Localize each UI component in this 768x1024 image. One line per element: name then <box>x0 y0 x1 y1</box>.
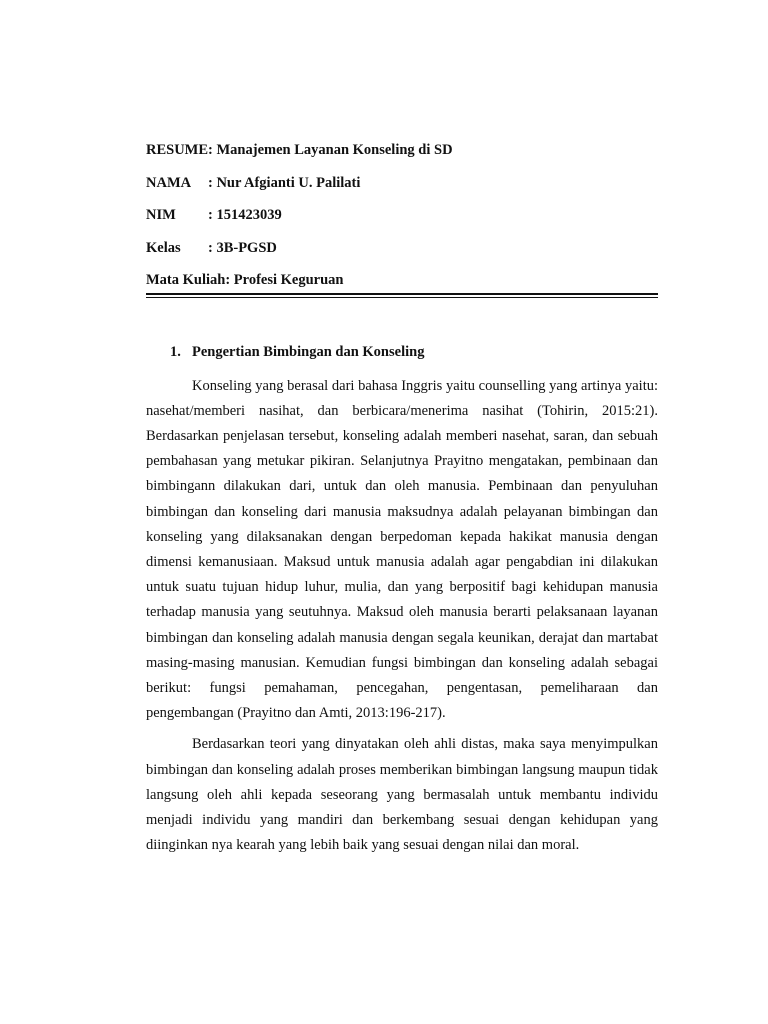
paragraph-2: Berdasarkan teori yang dinyatakan oleh ahli distas, maka saya menyimpulkan bimbingan dan konseling adalah proses memberikan bimbingan langsung maupun tidak langsung oleh ahli kepada seseorang yang bermasalah untuk membantu individu menjadi individu yang mandiri dan berkembang sesuai dengan kehidupan yang diinginkan nya kearah yang lebih baik yang sesuai dengan nilai dan moral. <box>146 736 658 854</box>
document-page <box>146 140 658 858</box>
mata-kuliah-row <box>146 270 658 290</box>
resume-title <box>146 140 658 160</box>
section-heading <box>146 342 658 362</box>
mata-kuliah-text: Mata Kuliah: Profesi Keguruan <box>146 272 344 288</box>
nim-row <box>146 205 658 225</box>
resume-title-text: RESUME: Manajemen Layanan Konseling di SD <box>146 142 453 158</box>
nama-value: : Nur Afgianti U. Palilati <box>208 174 361 191</box>
nama-row <box>146 173 658 193</box>
kelas-value: : 3B-PGSD <box>208 239 277 256</box>
header-divider <box>146 293 658 298</box>
kelas-label: Kelas <box>146 239 181 256</box>
nim-value: : 151423039 <box>208 207 282 223</box>
section-title: Pengertian Bimbingan dan Konseling <box>192 343 425 360</box>
kelas-row <box>146 238 658 258</box>
nama-label: NAMA <box>146 174 192 191</box>
nim-label: NIM <box>146 207 176 223</box>
section-number: 1. <box>170 343 181 360</box>
paragraph-1: Konseling yang berasal dari bahasa Inggris yaitu counselling yang artinya yaitu: nasehat/memberi nasihat, dan berbicara/menerima nasihat (Tohirin, 2015:21). Berdasarkan penjelasan tersebut, konseling adalah memberi nasehat, saran, dan sebuah pembahasan yang metukar pikiran. Selanjutnya Prayitno mengatakan, pembinaan dan bimbingann dilakukan dari, untuk dan oleh manusia. Pembinaan dan penyuluhan bimbingan dan konseling dari manusia maksudnya adalah pelayanan bimbingan dan konseling yang dilaksanakan dengan berpedoman kepada hakikat manusia dengan dimensi kemanusiaan. Maksud untuk manusia adalah agar pengabdian ini dilakukan untuk suatu tujuan hidup luhur, mulia, dan yang berpositif bagi kehidupan manusia terhadap manusia yang seutuhnya. Maksud oleh manusia berarti pelaksanaan layanan bimbingan dan konseling adalah manusia dengan segala keunikan, derajat dan martabat masing-masing manusian. Kemudian fungsi bimbingan dan konseling adalah sebagai berikut: fungsi pemahaman, pencegahan, pengentasan, pemeliharaan dan pengembangan (Prayitno dan Amti, 2013:196-217). <box>146 377 658 722</box>
